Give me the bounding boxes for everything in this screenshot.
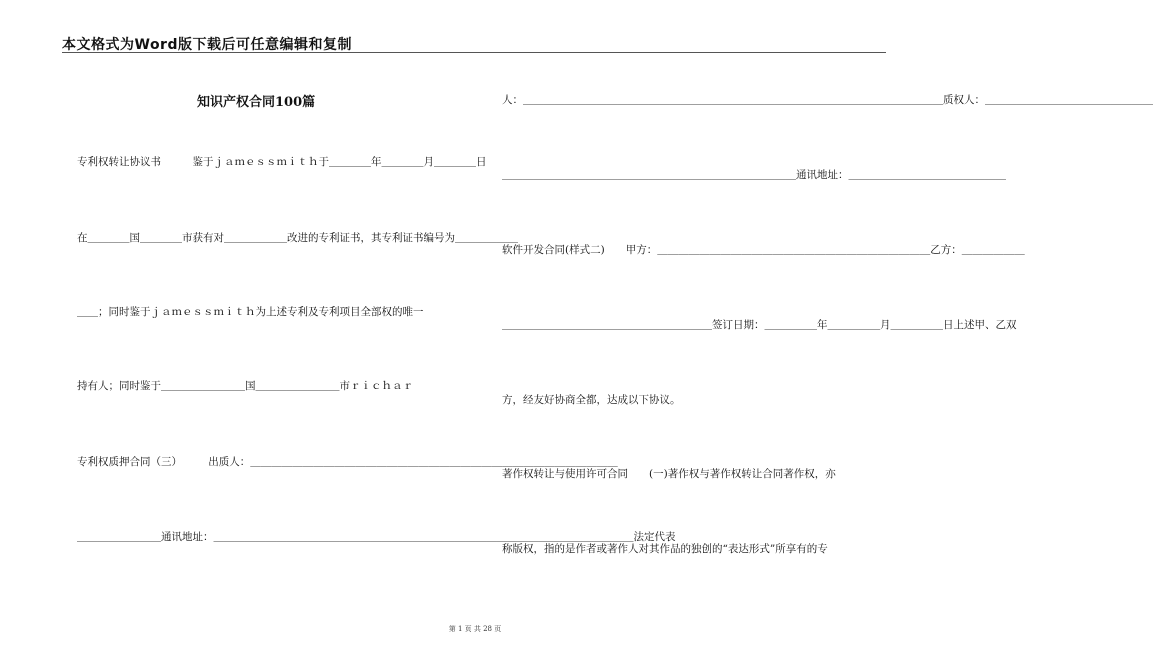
page-title: 知识产权合同100篇 — [197, 95, 316, 110]
right-line-4: ＿＿＿＿＿＿＿＿＿＿＿＿＿＿＿＿＿＿＿＿签订日期：＿＿＿＿＿年＿＿＿＿＿月＿＿＿＿＿日上述甲、乙双 — [502, 319, 1017, 331]
left-line-4: 持有人；同时鉴于＿＿＿＿＿＿＿＿国＿＿＿＿＿＿＿＿市ｒｉｃｈａｒ — [77, 380, 413, 392]
banner-rule — [62, 52, 886, 53]
right-line-2: ＿＿＿＿＿＿＿＿＿＿＿＿＿＿＿＿＿＿＿＿＿＿＿＿＿＿＿＿通讯地址：＿＿＿＿＿＿＿＿＿＿＿＿＿＿＿ — [502, 169, 1006, 181]
right-line-7: 称版权，指的是作者或著作人对其作品的独创的“表达形式”所享有的专 — [502, 543, 828, 555]
left-line-3: ＿＿；同时鉴于ｊａｍｅｓｓｍｉｔｈ为上述专利及专利项目全部权的唯一 — [77, 306, 424, 318]
top-banner: 本文格式为Word版下载后可任意编辑和复制 — [62, 37, 352, 53]
left-line-1: 专利权转让协议书 鉴于ｊａｍｅｓｓｍｉｔｈ于＿＿＿＿年＿＿＿＿月＿＿＿＿日 — [77, 156, 487, 168]
right-line-5: 方，经友好协商全都，达成以下协议。 — [502, 394, 681, 406]
right-line-1: 人：＿＿＿＿＿＿＿＿＿＿＿＿＿＿＿＿＿＿＿＿＿＿＿＿＿＿＿＿＿＿＿＿＿＿＿＿＿＿＿＿质权人：＿＿＿＿＿＿＿＿＿＿＿＿＿＿＿＿ — [502, 94, 1153, 106]
left-line-6: ＿＿＿＿＿＿＿＿通讯地址：＿＿＿＿＿＿＿＿＿＿＿＿＿＿＿＿＿＿＿＿＿＿＿＿＿＿＿＿＿＿＿＿＿＿＿＿＿＿＿＿法定代表 — [77, 531, 676, 543]
right-line-3: 软件开发合同(样式二) 甲方：＿＿＿＿＿＿＿＿＿＿＿＿＿＿＿＿＿＿＿＿＿＿＿＿＿＿乙方：＿＿＿＿＿＿ — [502, 244, 1025, 256]
right-line-6: 著作权转让与使用许可合同 (一)著作权与著作权转让合同著作权，亦 — [502, 468, 836, 480]
page-footer: 第 1 页 共 28 页 — [448, 625, 502, 633]
left-line-5: 专利权质押合同（三） 出质人：＿＿＿＿＿＿＿＿＿＿＿＿＿＿＿＿＿＿＿＿＿＿＿＿＿＿＿＿＿＿＿＿＿＿＿ — [77, 456, 618, 468]
left-line-2: 在＿＿＿＿国＿＿＿＿市获有对＿＿＿＿＿＿改进的专利证书，其专利证书编号为＿＿＿＿＿＿ — [77, 232, 518, 244]
